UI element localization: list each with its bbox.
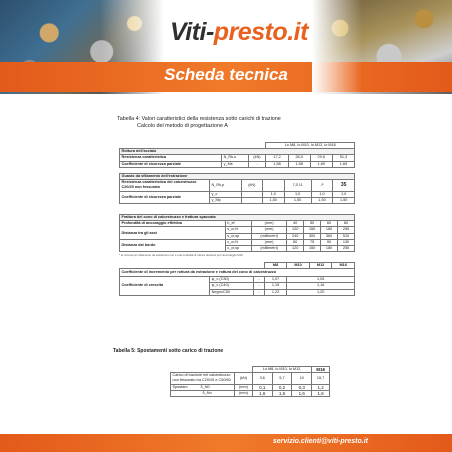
table-row: Carico di trazione nel calcestruzzo non fessurato tra C20/25 e C50/60 (kN) 3,6 5,7 10 15,7 <box>171 373 330 384</box>
table-5-title: Tabella 5: Spostamenti sotto carico di trazione <box>113 348 224 354</box>
customer-service-email[interactable]: servizio.clienti@viti-presto.it <box>272 438 368 445</box>
increase-factor-table <box>119 262 355 296</box>
table-row: γ_Mp 1,50 1,50 1,50 1,50 <box>120 197 355 203</box>
table-row: ψ_c (C40) - 1,15 1,16 <box>120 283 355 289</box>
table-row: Coefficiente di sicurezza parziale γ_Ms - 1,58 1,58 1,69 1,69 <box>120 161 355 167</box>
logo-part-1: Viti- <box>170 18 214 46</box>
displacement-table <box>170 366 330 397</box>
section-title: Frattura del cono di calcestruzzo e frattura spaccata <box>120 215 355 221</box>
concrete-cone-table <box>119 214 355 252</box>
steel-failure-table <box>119 142 355 168</box>
column-header: M8 <box>264 263 287 269</box>
brand-logo <box>170 18 308 47</box>
column-header: M12 <box>309 263 332 269</box>
page-header <box>0 0 452 94</box>
table-row: s_cr,sp (millimetri) 240 300 360 510 <box>120 233 355 239</box>
section-title: Coefficiente di incremento per rottura da estrazione e rottura del cono di calcestruzzo <box>120 269 355 277</box>
table-row: Profondità di ancoraggio effettiva h_ef (mm) 40 50 60 80 <box>120 221 355 227</box>
table-4-title-line-1: Tabella 4: Valori caratteristici della resistenza sotto carichi di trazione <box>117 116 281 122</box>
pull-out-table <box>119 173 355 204</box>
table-row: Resistenza caratteristica N_Rk,s (kN) 17,2 28,0 29,6 51,3 <box>120 155 355 161</box>
column-header: M16 <box>332 263 355 269</box>
size-header: Lo M8, lo M10, lo M12, lo M16 <box>266 143 355 149</box>
table-row: Negro/C50 - 1,22 1,20 <box>120 289 355 295</box>
section-title: Rottura dell'acciaio <box>120 149 355 155</box>
table-row: Distanza dal bordo c_cr,N (mm) 60 75 90 130 <box>120 239 355 245</box>
table-row: Spostam δ_N0 (mm) 0,1 0,2 0,3 1,2 <box>171 384 330 390</box>
column-header: M10 <box>287 263 310 269</box>
table-row: c_cr,sp (millimetri) 120 150 180 255 <box>120 246 355 252</box>
table-row: δ_N∞ (mm) 1,6 1,6 1,6 1,6 <box>171 390 330 396</box>
table-row: Coefficiente di crescita ψ_c (C30) - 1,07 1,05 <box>120 277 355 283</box>
page-footer <box>0 434 452 452</box>
size-header: Lo M8, lo M10, lo M12, <box>252 367 311 373</box>
logo-part-2: presto.it <box>213 18 308 46</box>
section-title: Guasto da sfilamento dell'estrazione <box>120 174 355 180</box>
table-row: Distanza tra gli assi s_cr,N (mm) 120 150 180 255 <box>120 227 355 233</box>
banner-title: Scheda tecnica <box>164 65 288 84</box>
title-banner <box>0 62 452 92</box>
table-row: Resistenza caratteristica del calcestruzzo C20/25 non fessurato N_Rk,p (kN) 7,5 11 ↗ 35 <box>120 180 355 191</box>
size-header-last: M16 <box>312 367 330 373</box>
table-row: Coefficiente di sicurezza parziale γ_c 1,0 1,0 1,0 1,0 <box>120 191 355 197</box>
table-4-title-line-2: Calcolo del metodo di progettazione A <box>137 123 228 129</box>
table-4-title <box>117 116 281 130</box>
table-footnote: * la minima per sfilamento da estrazione non è una modalità di rottura decisiva per l'ancoraggio M16 <box>119 253 243 257</box>
